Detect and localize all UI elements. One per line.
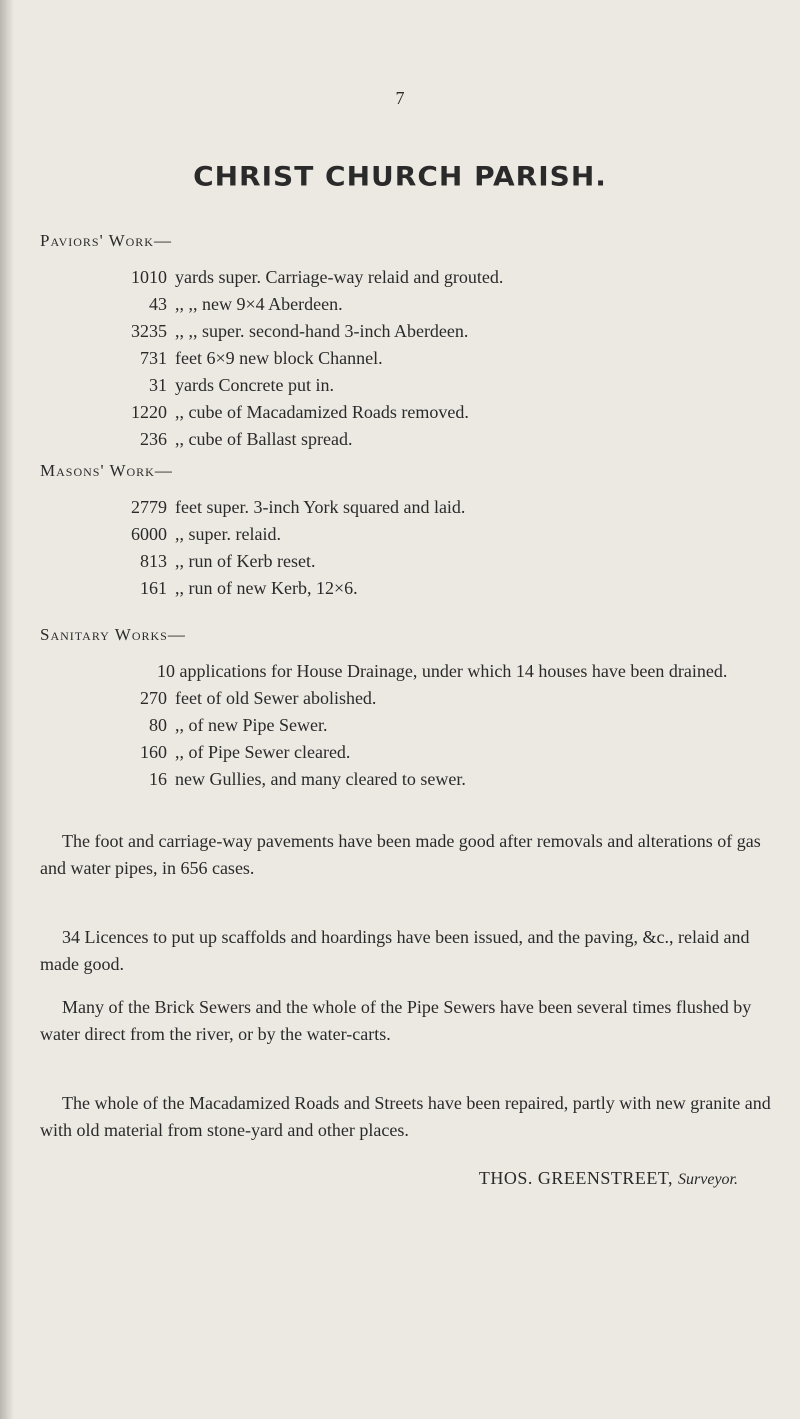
list-item <box>40 426 780 453</box>
list-item <box>40 548 780 575</box>
list-item <box>40 658 780 685</box>
quantity: 731 <box>140 348 167 368</box>
list-item <box>40 494 780 521</box>
item-text: ,, cube of Macadamized Roads removed. <box>175 402 469 422</box>
list-item <box>40 291 780 318</box>
list-item <box>40 318 780 345</box>
paragraph: 34 Licences to put up scaffolds and hoardings have been issued, and the paving, &c., relaid and made good. <box>40 927 750 974</box>
quantity: 1220 <box>131 402 167 422</box>
item-text: ,, ,, super. second-hand 3-inch Aberdeen. <box>175 321 469 341</box>
quantity: 3235 <box>131 321 167 341</box>
item-text: new Gullies, and many cleared to sewer. <box>175 769 466 789</box>
quantity: 16 <box>149 769 167 789</box>
quantity: 236 <box>140 429 167 449</box>
binding-edge <box>0 0 14 1419</box>
quantity: 161 <box>140 578 167 598</box>
paviors-work-section <box>40 228 780 453</box>
list-item <box>40 766 780 793</box>
list-item <box>40 575 780 602</box>
surveyor-name: THOS. GREENSTREET, <box>478 1168 674 1188</box>
quantity: 270 <box>140 688 167 708</box>
paragraph: The foot and carriage-way pavements have been made good after removals and alterations of gas and water pipes, in 656 cases. <box>40 831 761 878</box>
list-item <box>40 685 780 712</box>
list-item <box>40 521 780 548</box>
list-item <box>40 712 780 739</box>
quantity: 31 <box>149 375 167 395</box>
item-text: ,, run of Kerb reset. <box>175 551 316 571</box>
quantity: 10 <box>157 661 175 681</box>
list-item <box>40 399 780 426</box>
item-text: yards Concrete put in. <box>175 375 334 395</box>
item-text: yards super. Carriage-way relaid and grouted. <box>175 267 504 287</box>
quantity: 813 <box>140 551 167 571</box>
item-text: applications for House Drainage, under which 14 houses have been drained. <box>179 661 728 681</box>
item-text: feet of old Sewer abolished. <box>175 688 377 708</box>
item-text: feet 6×9 new block Channel. <box>175 348 383 368</box>
quantity: 6000 <box>131 524 167 544</box>
signature-line <box>0 1168 738 1189</box>
list-item <box>40 264 780 291</box>
item-text: ,, of Pipe Sewer cleared. <box>175 742 351 762</box>
quantity: 43 <box>149 294 167 314</box>
surveyor-role: Surveyor. <box>678 1171 738 1188</box>
list-item <box>40 345 780 372</box>
quantity: 1010 <box>131 267 167 287</box>
item-text: ,, of new Pipe Sewer. <box>175 715 328 735</box>
paragraph: The whole of the Macadamized Roads and Streets have been repaired, partly with new granite and with old material from stone-yard and other places. <box>40 1093 771 1140</box>
section-heading: Paviors' Work— <box>40 231 172 250</box>
list-item <box>40 739 780 766</box>
item-text: ,, cube of Ballast spread. <box>175 429 353 449</box>
page-number: 7 <box>395 88 405 108</box>
masons-work-section <box>40 458 780 602</box>
quantity: 80 <box>149 715 167 735</box>
item-text: ,, run of new Kerb, 12×6. <box>175 578 358 598</box>
item-text: feet super. 3-inch York squared and laid. <box>175 497 466 517</box>
paragraph: Many of the Brick Sewers and the whole of the Pipe Sewers have been several times flushed by water direct from the river, or by the water-carts. <box>40 997 752 1044</box>
item-text: ,, super. relaid. <box>175 524 281 544</box>
item-text: ,, ,, new 9×4 Aberdeen. <box>175 294 343 314</box>
sanitary-works-section <box>40 622 780 793</box>
list-item <box>40 372 780 399</box>
page-title: CHRIST CHURCH PARISH. <box>193 160 607 193</box>
section-heading: Masons' Work— <box>40 461 173 480</box>
section-heading: Sanitary Works— <box>40 625 186 644</box>
quantity: 2779 <box>131 497 167 517</box>
quantity: 160 <box>140 742 167 762</box>
